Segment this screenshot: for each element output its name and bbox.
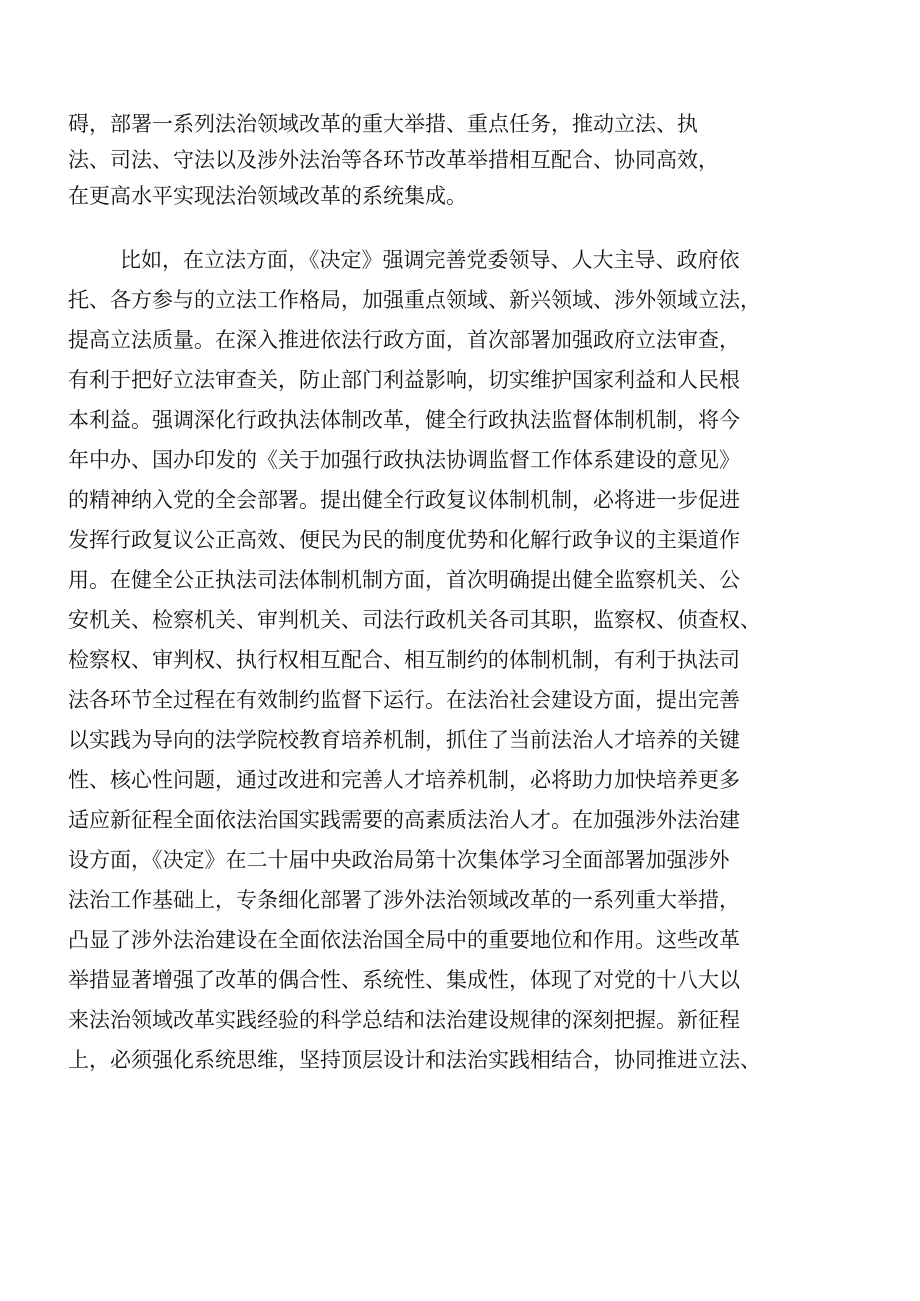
paragraph-2-line-1: 比如，在立法方面，《决定》强调完善党委领导、人大主导、政府依 [120,248,740,272]
paragraph-2-line-18: 凸显了涉外法治建设在全面依法治国全局中的重要地位和作用。这些改革 [68,928,740,952]
paragraph-2-line-14: 性、核心性问题，通过改进和完善人才培养机制，必将助力加快培养更多 [68,768,740,792]
paragraph-2-line-11: 检察权、审判权、执行权相互配合、相互制约的体制机制，有利于执法司 [68,648,740,672]
paragraph-1-line-1: 碍，部署一系列法治领域改革的重大举措、重点任务，推动立法、执 [68,112,698,136]
paragraph-2-line-7: 的精神纳入党的全会部署。提出健全行政复议体制机制，必将进一步促进 [68,488,740,512]
paragraph-2-line-8: 发挥行政复议公正高效、便民为民的制度优势和化解行政争议的主渠道作 [68,528,740,552]
paragraph-1-line-3: 在更高水平实现法治领域改革的系统集成。 [68,184,467,208]
paragraph-2-line-9: 用。在健全公正执法司法体制机制方面，首次明确提出健全监察机关、公 [68,568,740,592]
paragraph-2-line-4: 有利于把好立法审查关，防止部门利益影响，切实维护国家利益和人民根 [68,368,740,392]
paragraph-2-line-5: 本利益。强调深化行政执法体制改革，健全行政执法监督体制机制，将今 [68,408,740,432]
paragraph-2-line-6: 年中办、国办印发的《关于加强行政执法协调监督工作体系建设的意见》 [68,448,740,472]
paragraph-2-line-16: 设方面，《决定》在二十届中央政治局第十次集体学习全面部署加强涉外 [68,848,730,872]
paragraph-2-line-13: 以实践为导向的法学院校教育培养机制，抓住了当前法治人才培养的关键 [68,728,740,752]
paragraph-2-line-21: 上，必须强化系统思维，坚持顶层设计和法治实践相结合，协同推进立法、 [68,1048,761,1072]
paragraph-2-line-15: 适应新征程全面依法治国实践需要的高素质法治人才。在加强涉外法治建 [68,808,740,832]
paragraph-2-line-2: 托、各方参与的立法工作格局，加强重点领域、新兴领域、涉外领域立法， [68,288,761,312]
paragraph-2-line-10: 安机关、检察机关、审判机关、司法行政机关各司其职，监察权、侦查权、 [68,608,761,632]
paragraph-2-line-20: 来法治领域改革实践经验的科学总结和法治建设规律的深刻把握。新征程 [68,1008,740,1032]
paragraph-1-line-2: 法、司法、守法以及涉外法治等各环节改革举措相互配合、协同高效， [68,148,719,172]
paragraph-2-line-3: 提高立法质量。在深入推进依法行政方面，首次部署加强政府立法审查， [68,328,740,352]
paragraph-2-line-12: 法各环节全过程在有效制约监督下运行。在法治社会建设方面，提出完善 [68,688,740,712]
paragraph-2-line-17: 法治工作基础上，专条细化部署了涉外法治领域改革的一系列重大举措， [68,888,740,912]
paragraph-2-line-19: 举措显著增强了改革的偶合性、系统性、集成性，体现了对党的十八大以 [68,968,740,992]
